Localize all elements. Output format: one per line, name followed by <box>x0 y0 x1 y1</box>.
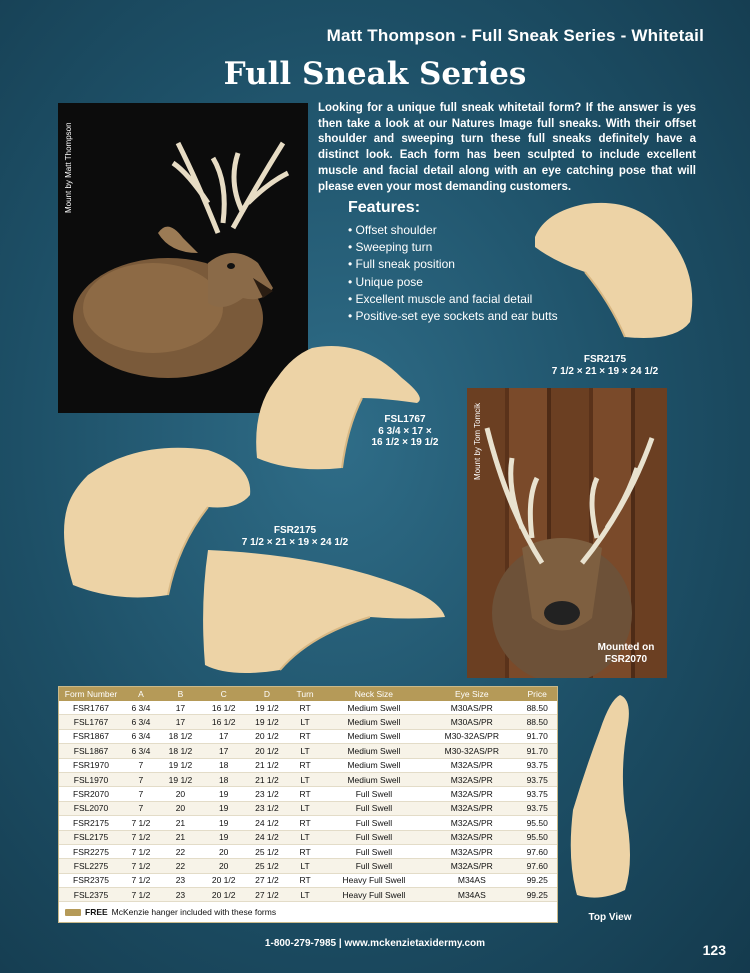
table-cell: RT <box>289 758 322 772</box>
caption-code: FSR2175 <box>273 525 317 536</box>
table-cell: LT <box>289 888 322 902</box>
table-cell: 20 1/2 <box>245 729 288 743</box>
table-cell: FSR1970 <box>59 758 123 772</box>
table-cell: 88.50 <box>517 701 557 715</box>
table-cell: M32AS/PR <box>426 816 517 830</box>
table-cell: FSL2375 <box>59 888 123 902</box>
table-cell: LT <box>289 772 322 786</box>
table-cell: 99.25 <box>517 888 557 902</box>
table-cell: RT <box>289 787 322 801</box>
photo-credit: Mount by Tom Tomcik <box>473 402 482 480</box>
table-cell: 99.25 <box>517 873 557 887</box>
table-cell: FSR2070 <box>59 787 123 801</box>
table-cell: Full Swell <box>322 844 427 858</box>
table-cell: 20 <box>159 801 202 815</box>
table-cell: 95.50 <box>517 830 557 844</box>
page-number: 123 <box>702 942 726 958</box>
caption-code: FSL1767 <box>384 414 426 425</box>
table-cell: 93.75 <box>517 787 557 801</box>
caption-mounted <box>585 642 667 665</box>
table-cell: FSR2375 <box>59 873 123 887</box>
caption-dims: 7 1/2 × 21 × 19 × 24 1/2 <box>241 536 349 548</box>
table-cell: 17 <box>202 744 245 758</box>
table-cell: RT <box>289 701 322 715</box>
table-cell: 22 <box>159 859 202 873</box>
table-footer <box>59 902 557 922</box>
table-cell: 18 1/2 <box>159 744 202 758</box>
table-cell: M32AS/PR <box>426 758 517 772</box>
table-row <box>59 801 557 815</box>
table-cell: 25 1/2 <box>245 859 288 873</box>
table-cell: M30AS/PR <box>426 715 517 729</box>
intro-paragraph: Looking for a unique full sneak whitetail form? If the answer is yes then take a look at our Natures Image full sneaks. With their offset shoulder and sweeping turn these full sneaks definitely have a distinct look. Each form has been sculpted to include excellent muscle and facial detail along with an eye catching pose that will please even your most demanding customers. <box>318 102 696 193</box>
table-cell: 7 <box>123 772 159 786</box>
table-cell: 20 1/2 <box>245 744 288 758</box>
contact-line: 1-800-279-7985 | www.mckenzietaxidermy.com <box>264 938 486 949</box>
table-cell: Medium Swell <box>322 729 427 743</box>
caption-dims: 6 3/4 × 17 × <box>378 425 432 437</box>
table-cell: Full Swell <box>322 816 427 830</box>
table-cell: M32AS/PR <box>426 844 517 858</box>
table-cell: 7 1/2 <box>123 830 159 844</box>
table-cell: 27 1/2 <box>245 888 288 902</box>
caption-code: FSR2175 <box>583 354 627 365</box>
table-header-row <box>59 687 557 701</box>
table-cell: 7 <box>123 787 159 801</box>
form-fsl1767 <box>252 338 427 478</box>
table-cell: M32AS/PR <box>426 787 517 801</box>
col-header: Form Number <box>59 687 123 701</box>
table-cell: 6 3/4 <box>123 701 159 715</box>
mounted-fsr2070-photo <box>467 388 667 678</box>
table-cell: FSL2070 <box>59 801 123 815</box>
table-cell: 95.50 <box>517 816 557 830</box>
table-cell: 17 <box>202 729 245 743</box>
table-cell: 23 1/2 <box>245 787 288 801</box>
table-cell: 91.70 <box>517 744 557 758</box>
table-cell: M34AS <box>426 873 517 887</box>
table-row <box>59 701 557 715</box>
table-cell: 27 1/2 <box>245 873 288 887</box>
table-cell: RT <box>289 816 322 830</box>
table-cell: 21 1/2 <box>245 758 288 772</box>
table-cell: 23 <box>159 873 202 887</box>
table-cell: Heavy Full Swell <box>322 888 427 902</box>
table-cell: LT <box>289 744 322 758</box>
table-cell: RT <box>289 844 322 858</box>
table-cell: 6 3/4 <box>123 744 159 758</box>
free-label: FREE <box>85 907 108 918</box>
table-cell: 16 1/2 <box>202 715 245 729</box>
table-cell: M32AS/PR <box>426 801 517 815</box>
table-cell: Heavy Full Swell <box>322 873 427 887</box>
table-row <box>59 888 557 902</box>
caption-line: Mounted on <box>597 642 655 653</box>
table-cell: 19 <box>202 830 245 844</box>
col-header: D <box>245 687 288 701</box>
table-cell: Medium Swell <box>322 701 427 715</box>
form-fsr2175-neck <box>200 545 450 680</box>
table-cell: 6 3/4 <box>123 729 159 743</box>
feature-item: • Sweeping turn <box>348 239 558 256</box>
series-header: Matt Thompson - Full Sneak Series - Whitetail <box>326 26 704 45</box>
photo-credit: Mount by Matt Thompson <box>64 122 73 213</box>
table-cell: M30AS/PR <box>426 701 517 715</box>
table-cell: FSR1867 <box>59 729 123 743</box>
feature-item: • Full sneak position <box>348 256 558 273</box>
table-cell: 88.50 <box>517 715 557 729</box>
table-row <box>59 758 557 772</box>
table-cell: M34AS <box>426 888 517 902</box>
table-cell: 17 <box>159 715 202 729</box>
table-cell: 18 1/2 <box>159 729 202 743</box>
table-cell: 21 1/2 <box>245 772 288 786</box>
table-cell: RT <box>289 729 322 743</box>
table-cell: 23 <box>159 888 202 902</box>
table-cell: 19 <box>202 816 245 830</box>
table-cell: Medium Swell <box>322 758 427 772</box>
table-cell: 24 1/2 <box>245 816 288 830</box>
table-cell: 7 <box>123 758 159 772</box>
table-cell: 20 <box>202 859 245 873</box>
table-cell: 93.75 <box>517 801 557 815</box>
table-row <box>59 715 557 729</box>
table-cell: 7 1/2 <box>123 873 159 887</box>
col-header: Turn <box>289 687 322 701</box>
table-cell: 97.60 <box>517 844 557 858</box>
table-cell: Medium Swell <box>322 772 427 786</box>
table-cell: 25 1/2 <box>245 844 288 858</box>
table-cell: FSR2275 <box>59 844 123 858</box>
table-cell: FSL1867 <box>59 744 123 758</box>
table-cell: 19 1/2 <box>159 772 202 786</box>
table-cell: 91.70 <box>517 729 557 743</box>
table-cell: FSL2275 <box>59 859 123 873</box>
col-header: Eye Size <box>426 687 517 701</box>
page-title: Full Sneak Series <box>223 56 527 92</box>
table-row <box>59 873 557 887</box>
table-cell: 19 <box>202 801 245 815</box>
table-cell: M30-32AS/PR <box>426 729 517 743</box>
table-cell: 7 <box>123 801 159 815</box>
table-cell: M30-32AS/PR <box>426 744 517 758</box>
table-cell: Full Swell <box>322 859 427 873</box>
table-cell: 23 1/2 <box>245 801 288 815</box>
caption-fsr2175 <box>540 354 670 377</box>
table-cell: M32AS/PR <box>426 859 517 873</box>
table-cell: 20 1/2 <box>202 888 245 902</box>
table-cell: 21 <box>159 830 202 844</box>
table-cell: 21 <box>159 816 202 830</box>
feature-item: • Excellent muscle and facial detail <box>348 291 558 308</box>
table-cell: FSL1970 <box>59 772 123 786</box>
table-cell: 22 <box>159 844 202 858</box>
table-cell: 18 <box>202 758 245 772</box>
table-cell: FSR1767 <box>59 701 123 715</box>
table-cell: 97.60 <box>517 859 557 873</box>
table-row <box>59 830 557 844</box>
table-cell: 19 1/2 <box>245 701 288 715</box>
table-cell: Full Swell <box>322 801 427 815</box>
caption-dims: 7 1/2 × 21 × 19 × 24 1/2 <box>551 365 659 377</box>
table-row <box>59 729 557 743</box>
table-cell: 24 1/2 <box>245 830 288 844</box>
specs-table <box>58 686 558 923</box>
caption-line: FSR2070 <box>604 653 648 665</box>
col-header: Neck Size <box>322 687 427 701</box>
table-cell: FSL2175 <box>59 830 123 844</box>
table-cell: 7 1/2 <box>123 859 159 873</box>
table-cell: Full Swell <box>322 787 427 801</box>
table-cell: 7 1/2 <box>123 816 159 830</box>
caption-dims: 16 1/2 × 19 1/2 <box>371 437 439 448</box>
table-cell: 19 1/2 <box>245 715 288 729</box>
caption-fsl1767 <box>355 414 455 449</box>
table-cell: M32AS/PR <box>426 772 517 786</box>
table-row <box>59 787 557 801</box>
table-cell: 7 1/2 <box>123 888 159 902</box>
table-cell: Medium Swell <box>322 715 427 729</box>
table-cell: 20 <box>159 787 202 801</box>
hanger-icon <box>65 909 81 916</box>
features-heading: Features: <box>348 199 421 216</box>
table-cell: LT <box>289 830 322 844</box>
table-cell: 6 3/4 <box>123 715 159 729</box>
form-fsr2175-side <box>525 192 705 347</box>
table-cell: 7 1/2 <box>123 844 159 858</box>
col-header: A <box>123 687 159 701</box>
table-cell: LT <box>289 801 322 815</box>
table-cell: FSR2175 <box>59 816 123 830</box>
table-cell: 17 <box>159 701 202 715</box>
table-cell: 16 1/2 <box>202 701 245 715</box>
table-body <box>59 701 557 902</box>
table-cell: LT <box>289 715 322 729</box>
table-cell: 19 <box>202 787 245 801</box>
caption-top-view: Top View <box>588 912 632 923</box>
table-row <box>59 772 557 786</box>
table-row <box>59 844 557 858</box>
table-cell: Full Swell <box>322 830 427 844</box>
col-header: C <box>202 687 245 701</box>
table-row <box>59 859 557 873</box>
feature-item: • Offset shoulder <box>348 222 558 239</box>
table-cell: LT <box>289 859 322 873</box>
footer-text: McKenzie hanger included with these forms <box>111 907 277 918</box>
col-header: B <box>159 687 202 701</box>
feature-item: • Unique pose <box>348 274 558 291</box>
feature-item: • Positive-set eye sockets and ear butts <box>348 308 558 325</box>
table-cell: 93.75 <box>517 772 557 786</box>
table-cell: M32AS/PR <box>426 830 517 844</box>
table-cell: Medium Swell <box>322 744 427 758</box>
table-cell: 19 1/2 <box>159 758 202 772</box>
table-cell: RT <box>289 873 322 887</box>
table-cell: 20 <box>202 844 245 858</box>
table-cell: FSL1767 <box>59 715 123 729</box>
form-top-view <box>565 690 645 905</box>
table-cell: 18 <box>202 772 245 786</box>
table-row <box>59 816 557 830</box>
col-header: Price <box>517 687 557 701</box>
table-cell: 20 1/2 <box>202 873 245 887</box>
table-cell: 93.75 <box>517 758 557 772</box>
table-row <box>59 744 557 758</box>
